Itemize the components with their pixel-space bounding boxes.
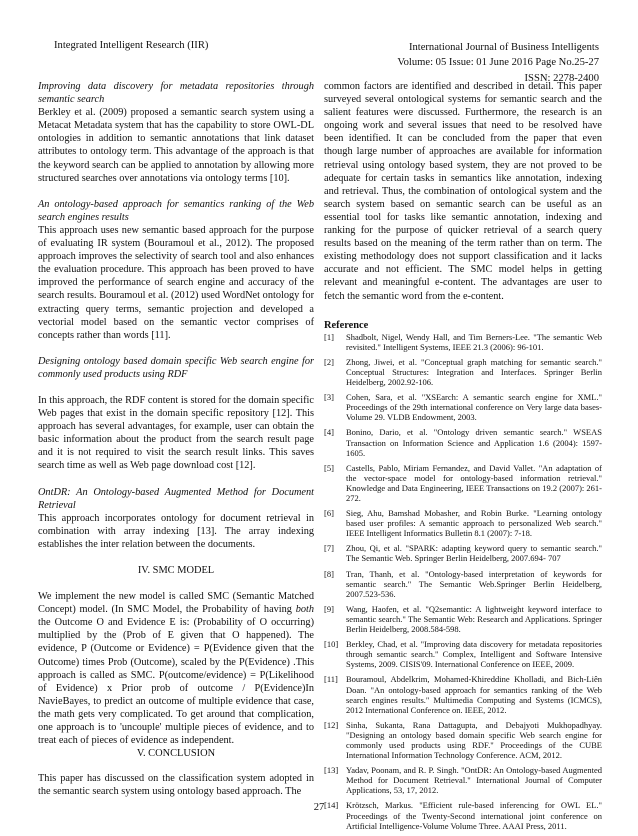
reference-text: Krötzsch, Markus. "Efficient rule-based inferencing for OWL EL." Proceedings of the Twenty-Second international joint conference on Artificial Intelligence-Volume Volume Three. AAAI Press, 2011. [346,800,602,831]
paragraph-data-discovery: Berkley et al. (2009) proposed a semantic search system using a Metacat Metadata system that has the capability to store OWL-DL ontologies in addition to semantic annotations that link dataset attributes to ontology term. This advantage of the approach is that the keyword search can be applied to annotation by allowing more structured searches over annotations via ontology terms [10]. [38,107,314,184]
reference-text: Tran, Thanh, et al. "Ontology-based interpretation of keywords for semantic search." The Semantic Web.Springer Berlin Heidelberg, 2007.523-536. [346,568,602,599]
paragraph-ontdr: This approach incorporates ontology for document retrieval in combination with array indexing [13]. The array indexing establishes the inter relation between the documents. [38,512,314,550]
reference-item [324,720,602,760]
page-number: 27 [313,802,325,813]
reference-number: [1] [324,331,334,342]
reference-item [324,765,602,795]
reference-item [324,639,602,669]
paragraph-conclusion: This paper has discussed on the classification system adopted in the semantic search system using ontology based approach. The [38,773,314,798]
reference-text: Berkley, Chad, et al. "Improving data discovery for metadata repositories through semantic search." Complex, Intelligent and Software Intensive Systems, 2009. CISIS'09. International Conference on IEEE, 2009. [346,639,602,670]
reference-text: Wang, Haofen, et al. "Q2semantic: A lightweight keyword interface to semantic search." The Semantic Web: Research and Applications. Springer Berlin Heidelberg, 2008.584-598. [346,603,602,635]
journal-title: International Journal of Business Intelligents [408,42,599,53]
reference-number: [6] [324,508,334,519]
paragraph-rdf-search-engine: In this approach, the RDF content is stored for the domain specific Web pages that exist in the domain specific repository [12]. This approach has several advantages, for example, user can obtain the basic information about the product from the search result page and it is not required to visit the search result links. This saves search time as well as Web page download cost [12]. [38,394,314,472]
reference-text: Sinha, Sukanta, Rana Dattagupta, and Debajyoti Mukhopadhyay. "Designing an ontology based domain specific Web search engine for commonly used products using RDF." Proceedings of the CUBE International Information Technology Conference. ACM, 2012. [346,719,602,761]
reference-item [324,332,602,352]
paragraph-ontology-ranking: This approach uses new semantic based approach for the purpose of evaluating IR system (Bouramoul et al., 2012). The proposed approach improves the selectivity of search tool and also enhances the evaluation procedure. This approach has been proved to have improved the performance of search engine and accuracy of the search results. Bouramoul et al. (2012) used WordNet ontology for extracting query terms, semantic projection and developed a vectorial model based on the semantic vector comprises of concepts rather than words [11]. [38,224,314,341]
references-heading: Reference [324,319,369,331]
reference-number: [8] [324,568,334,579]
reference-number: [5] [324,462,334,473]
left-column [38,80,314,799]
reference-number: [14] [324,800,339,811]
reference-number: [3] [324,392,334,403]
reference-list [324,332,602,831]
reference-text: Bouramoul, Abdelkrim, Mohamed-Khireddine Kholladi, and Bich-Liên Doan. "An ontology-based approach for semantics ranking of the Web search engines results." Multimedia Computing and Systems (ICMCS), 2012 International Conference on. IEEE, 2012. [346,674,602,715]
section-heading-smc-model: IV. SMC MODEL [137,565,215,576]
paragraph-smc-model: We implement the new model is called SMC (Semantic Matched Concept) model. (In SMC Model, the Probability of having both the Outcome O and Evidence E is: (Probability of O occurring) multiplied by the (Prob of E given that O happened). The evidence, P (Outcome or Evidence) = P(Evidence given that the Outcome) times Prob (Outcome), scaled by the P(Evidence) .This approach is called as SMC. P(outcome/evidence) = P(Likelihood of Evidence) x Prior prob of outcome / P(Evidence)In NavieBayes, to predict an outcome of multiple evidence that case, the math gets very complicated. To get around that complication, one approach is to 'uncouple' multiple pieces of evidence, and to treat each of pieces of evidence as independent. [38,591,314,747]
volume-issue: Volume: 05 Issue: 01 June 2016 Page No.25-27 [397,57,599,69]
reference-item [324,604,602,634]
reference-item [324,392,602,422]
reference-text: Castells, Pablo, Miriam Fernandez, and David Vallet. "An adaptation of the vector-space model for ontology-based information retrieval." Knowledge and Data Engineering, IEEE Transactions on 19.2 (2007): 261-272. [346,462,602,503]
reference-text: Bonino, Dario, et al. "Ontology driven semantic search." WSEAS Transaction on Information Science and Application 1.6 (2004): 1597-1605. [346,427,602,458]
reference-number: [4] [324,427,334,438]
journal-publisher: Integrated Intelligent Research (IIR) [54,40,209,51]
paragraph-conclusion-continued: common factors are identified and described in detail. This paper surveyed several ontological systems for semantic search and the salient features were discussed. Furthermore, the research is an ongoing work and several issues that need to be resolved have been identified. It can be concluded from the paper that even though large number of approaches are available for information retrieval using ontology based system, they are not proved to be adequate for certain tasks in semantics like annotation, indexing and retrieval. Thus, the combination of ontological system and the search system based on semantic search can be useful as an essential tool for tasks like semantic annotation, indexing and ranking for the purpose of quicker retrieval of a search query results based on the meaning of the term rather than on term. The existing methodology does not support classification and it lacks accurate and not efficient. The SMC model helps in getting relevant and meaningful e-content. The advantages are user to fetch the semantic word from the e-content. [324,81,602,302]
reference-number: [7] [324,543,334,554]
reference-text: Zhou, Qi, et al. "SPARK: adapting keyword query to semantic search." The Semantic Web. Springer Berlin Heidelberg, 2007.694- 707 [346,543,602,564]
right-column [324,80,602,836]
reference-number: [2] [324,356,334,367]
reference-number: [10] [324,639,339,650]
reference-text: Cohen, Sara, et al. "XSEarch: A semantic search engine for XML." Proceedings of the 29th international conference on Very large data bases-Volume 29. VLDB Endowment, 2003. [346,392,602,423]
issn: ISSN: 2278-2400 [524,72,599,84]
emphasis-both: both [295,604,314,616]
reference-text: Sieg, Ahu, Bamshad Mobasher, and Robin Burke. "Learning ontology based user profiles: A semantic approach to personalized Web search." IEEE Intelligent Informatics Bulletin 8.1 (2007): 7-18. [346,508,602,539]
reference-number: [11] [324,674,338,685]
reference-number: [13] [324,765,339,776]
section-title-rdf-search-engine: Designing ontology based domain specific Web search engine for commonly used products using RDF [38,355,314,380]
reference-item [324,508,602,538]
reference-item [324,463,602,503]
reference-item [324,543,602,563]
section-title-ontdr: OntDR: An Ontology-based Augmented Method for Document Retrieval [38,486,314,511]
reference-number: [12] [324,719,339,730]
reference-text: Zhong, Jiwei, et al. "Conceptual graph matching for semantic search." Conceptual Structures: Integration and Interfaces. Springer Berlin Heidelberg, 2002.92-106. [346,356,602,388]
reference-item [324,569,602,599]
reference-item [324,674,602,714]
section-title-data-discovery: Improving data discovery for metadata repositories through semantic search [38,81,314,106]
section-heading-conclusion: V. CONCLUSION [136,748,216,760]
reference-text: Yadav, Poonam, and R. P. Singh. "OntDR: An Ontology-based Augmented Method for Document Retrieval." International Journal of Computer Applications, 53, 17, 2012. [346,765,602,796]
reference-item [324,427,602,457]
reference-text: Shadbolt, Nigel, Wendy Hall, and Tim Berners-Lee. "The semantic Web revisited." Intelligent Systems, IEEE 21.3 (2006): 96-101. [346,331,602,352]
section-title-ontology-ranking: An ontology-based approach for semantics ranking of the Web search engines results [38,198,314,223]
reference-item [324,357,602,387]
reference-number: [9] [324,603,334,614]
